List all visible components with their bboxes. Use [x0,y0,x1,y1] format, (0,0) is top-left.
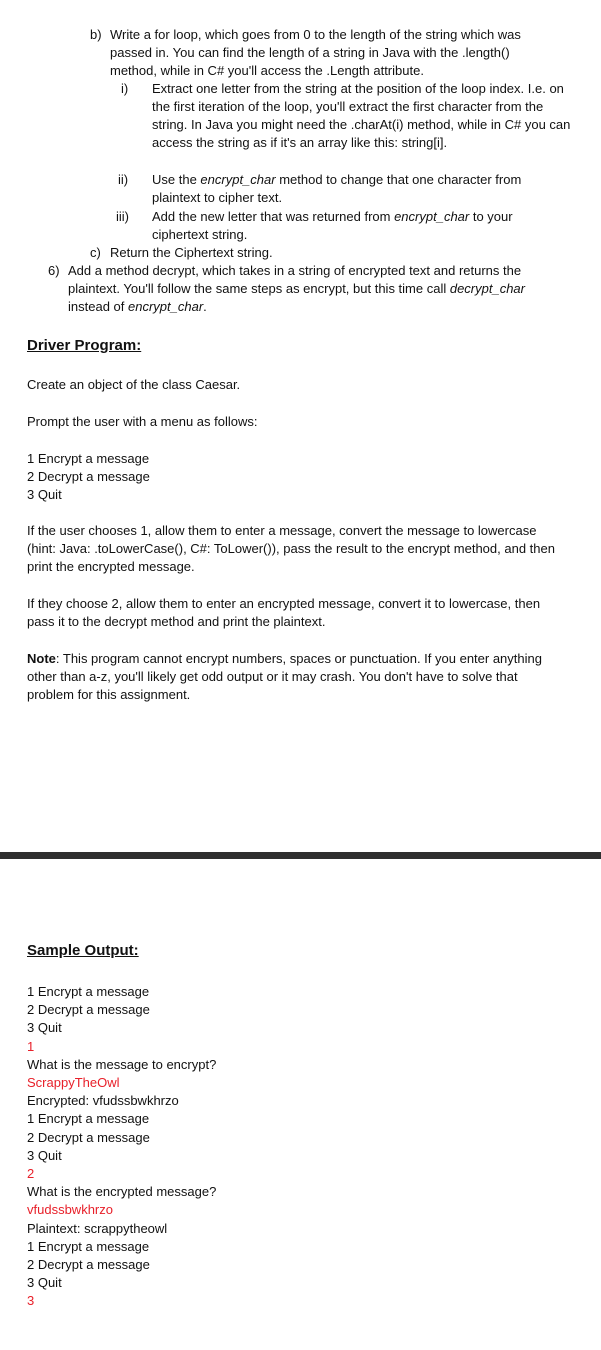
menu-item-decrypt: 2 Decrypt a message [27,469,150,484]
output-line: What is the encrypted message? [27,1184,217,1200]
output-line: 1 Encrypt a message [27,1238,150,1254]
user-input-line: vfudssbwkhrzo [27,1202,113,1218]
output-line: 2 Decrypt a message [27,1257,150,1272]
step-b-text: Write a for loop, which goes from 0 to the length of the string which was passed in. You can find the length of a string in Java with the .length() method, while in C# you'll access the .Length attribute. [110,27,521,78]
note-label: Note [27,651,56,666]
user-input-line: 3 [27,1293,35,1309]
substep-iii-marker: iii) [116,209,129,224]
user-input-line: 2 [27,1166,35,1181]
step-c-text: Return the Ciphertext string. [110,245,273,260]
note-text: Note: This program cannot encrypt numbers, spaces or punctuation. If you enter anything other than a-z, you'll likely get odd output or it may crash. You don't have to solve that problem for this assignment. [27,651,542,702]
menu-item-quit: 3 Quit [27,487,62,502]
step-6-marker: 6) [48,263,60,278]
choice-2-text: If they choose 2, allow them to enter an encrypted message, convert it to lowercase, then pass it to the decrypt method and print the plaintext. [27,596,541,629]
output-line: 3 Quit [27,1020,62,1036]
step-b-marker: b) [90,27,102,42]
output-line: 3 Quit [27,1147,62,1163]
menu-item-encrypt: 1 Encrypt a message [27,451,150,466]
create-object-text: Create an object of the class Caesar. [27,377,241,392]
page-divider [0,852,601,859]
output-line: Plaintext: scrappytheowl [27,1220,168,1236]
step-c-marker: c) [90,245,101,260]
prompt-menu-text: Prompt the user with a menu as follows: [27,414,258,429]
output-line: 1 Encrypt a message [27,1111,150,1127]
output-line: 2 Decrypt a message [27,1129,150,1145]
substep-i-text: Extract one letter from the string at the position of the loop index. I.e. on the first iteration of the loop, you'll extract the first character from the string. In Java you might need the .charAt(i) method, while in C# you can access the string as if it's an array like this: string[i]. [152,81,571,150]
user-input-line: 1 [27,1038,35,1054]
substep-i-marker: i) [121,81,129,96]
sample-output-heading: Sample Output: [27,942,139,959]
output-line: 1 Encrypt a message [27,984,150,999]
output-line: Encrypted: vfudssbwkhrzo [27,1093,179,1109]
substep-ii-marker: ii) [118,172,129,187]
driver-program-heading: Driver Program: [27,337,142,354]
output-line: What is the message to encrypt? [27,1056,217,1072]
user-input-line: ScrappyTheOwl [27,1075,120,1090]
step-6-text: Add a method decrypt, which takes in a string of encrypted text and returns the plaintext. You'll follow the same steps as encrypt, but this time call decrypt_char instead of encrypt_char. [68,263,525,314]
substep-iii-text: Add the new letter that was returned from encrypt_char to your ciphertext string. [152,209,513,242]
substep-ii-text: Use the encrypt_char method to change that one character from plaintext to cipher text. [152,172,522,205]
choice-1-text: If the user chooses 1, allow them to enter a message, convert the message to lowercase (hint: Java: .toLowerCase(), C#: ToLower()), pass the result to the encrypt method, and then print the encrypted message. [27,523,555,574]
output-line: 2 Decrypt a message [27,1002,150,1018]
output-line: 3 Quit [27,1275,62,1291]
